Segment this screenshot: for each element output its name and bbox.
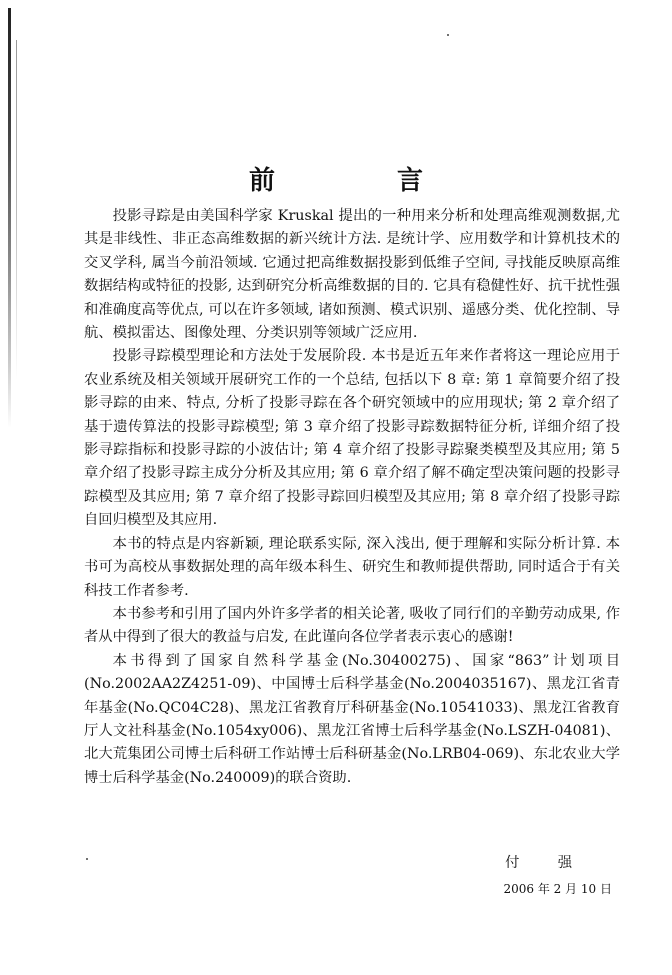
signature-date: 2006 年 2 月 10 日 <box>503 882 612 896</box>
paragraph: 本书得到了国家自然科学基金(No.30400275)、国家“863”计划项目(No.2002AA2Z4251-09)、中国博士后科学基金(No.2004035167)、黑龙江省青年基金(No.QC04C28)、黑龙江省教育厅科研基金(No.10541033)、黑龙江省教育厅人文社科基金(No.1054xy006)、黑龙江省博士后科学基金(No.LSZH-04081)、北大荒集团公司博士后科研工作站博士后科研基金(No.LRB04-069)、东北农业大学博士后科学基金(No.240009)的联合资助. <box>84 652 620 786</box>
scan-binding-shadow <box>16 40 17 380</box>
paragraph: 投影寻踪是由美国科学家 Kruskal 提出的一种用来分析和处理高维观测数据,尤其是非线性、非正态高维数据的新兴统计方法. 是统计学、应用数学和计算机技术的交叉学科, 属当今前沿领域. 它通过把高维数据投影到低维子空间, 寻找能反映原高维数据结构或特征的投影, 达到研究分析高维数据的目的. 它具有稳健性好、抗干扰性强和准确度高等优点, 可以在许多领域, 诸如预测、模式识别、遥感分类、优化控制、导航、模拟雷达、图像处理、分类识别等领域广泛应用. <box>84 208 620 342</box>
paragraph: 本书的特点是内容新颖, 理论联系实际, 深入浅出, 便于理解和实际分析计算. 本书可为高校从事数据处理的高年级本科生、研究生和教师提供帮助, 同时适合于有关科技工作者参考. <box>84 535 620 599</box>
author-signature: 付 强 <box>505 855 584 871</box>
preface-body <box>84 205 620 790</box>
page-title: 前 言 <box>248 166 471 196</box>
scan-speck <box>447 34 449 36</box>
scan-binding-edge <box>8 8 11 428</box>
paragraph: 本书参考和引用了国内外许多学者的相关论著, 吸收了同行们的辛勤劳动成果, 作者从中得到了很大的教益与启发, 在此谨向各位学者表示衷心的感谢! <box>84 605 620 646</box>
scan-speck <box>86 858 88 860</box>
paragraph: 投影寻踪模型理论和方法处于发展阶段. 本书是近五年来作者将这一理论应用于农业系统及相关领域开展研究工作的一个总结, 包括以下 8 章: 第 1 章简要介绍了投影寻踪的由来、特点, 分析了投影寻踪在各个研究领域中的应用现状; 第 2 章介绍了基于遗传算法的投影寻踪模型; 第 3 章介绍了投影寻踪数据特征分析, 详细介绍了投影寻踪指标和投影寻踪的小波估计; 第 4 章介绍了投影寻踪聚类模型及其应用; 第 5 章介绍了投影寻踪主成分分析及其应用; 第 6 章介绍了解不确定型决策问题的投影寻踪模型及其应用; 第 7 章介绍了投影寻踪回归模型及其应用; 第 8 章介绍了投影寻踪自回归模型及其应用. <box>84 348 620 529</box>
